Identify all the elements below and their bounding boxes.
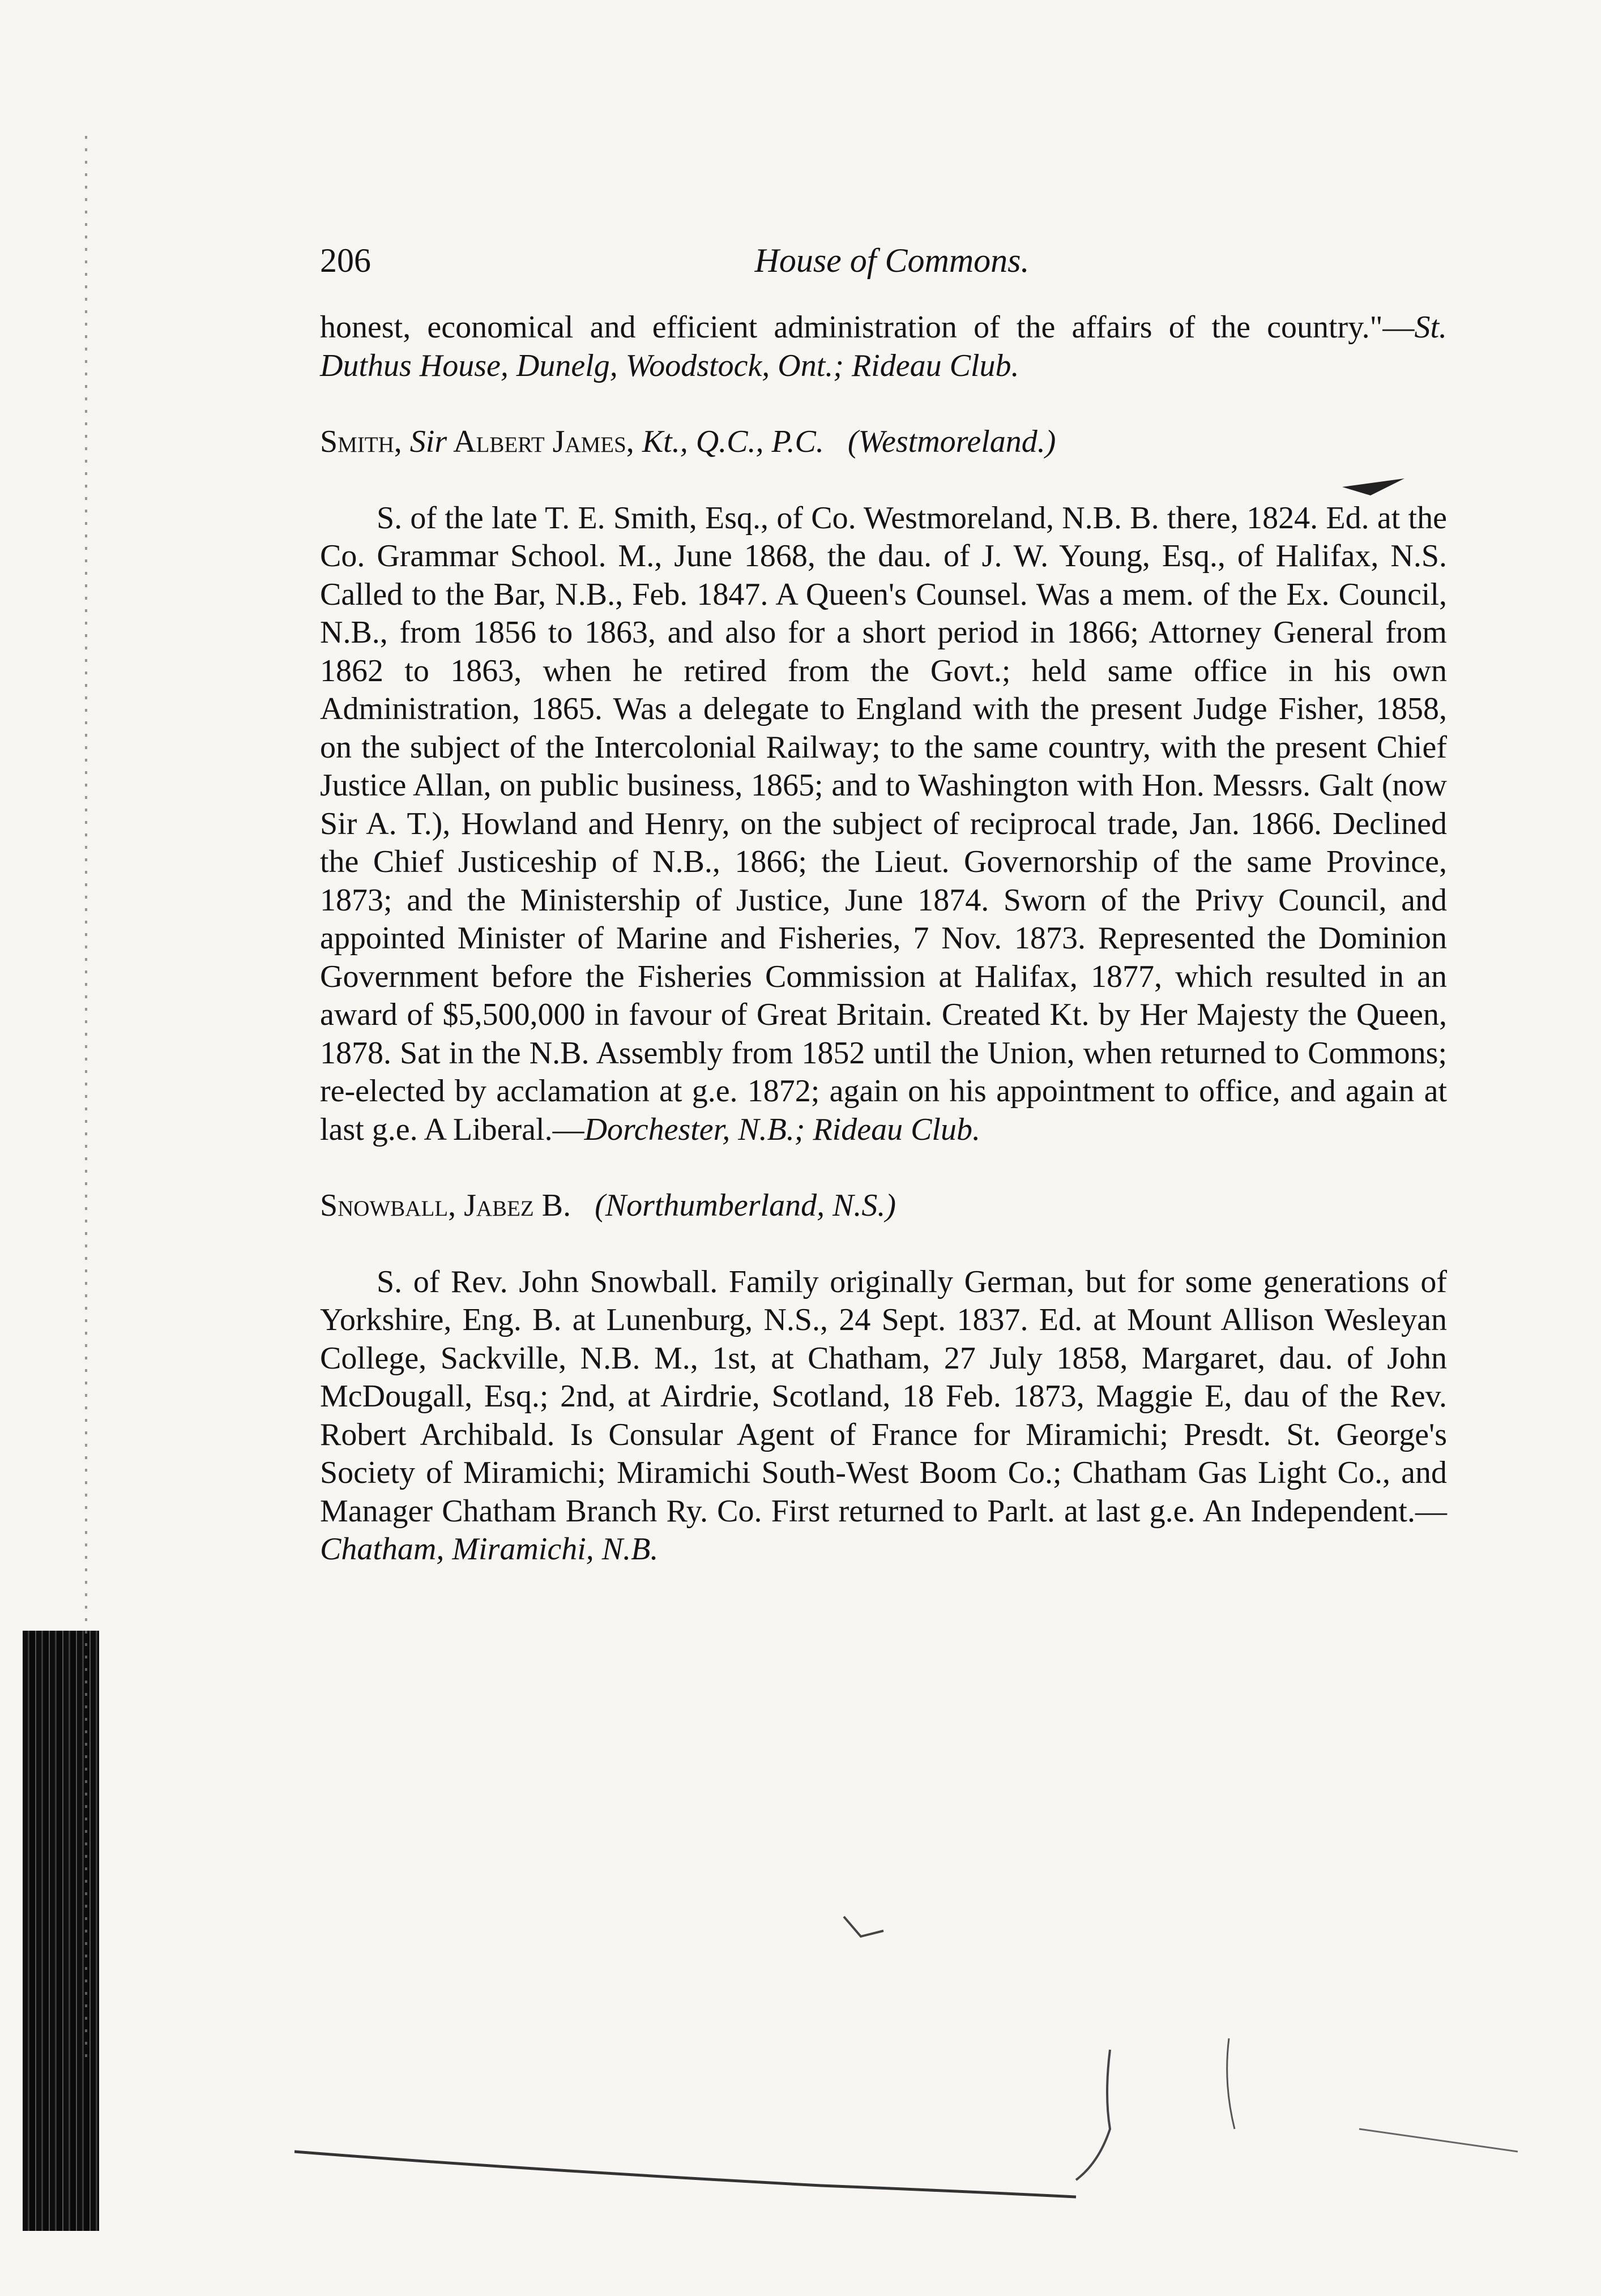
entry-address: Dorchester, N.B.; Rideau Club.: [584, 1111, 980, 1147]
body-text: [320, 309, 1447, 1569]
running-head: [320, 235, 1464, 286]
running-title: House of Commons.: [754, 242, 1030, 279]
pencil-stroke: [294, 2152, 1076, 2197]
entry-surname: Snowball,: [320, 1188, 456, 1223]
entry-constituency: (Westmoreland.): [847, 424, 1056, 459]
entry-bio: [320, 499, 1447, 1149]
entry-surname: Smith,: [320, 424, 402, 459]
book-page: [320, 0, 1464, 1982]
entry-given-name: Jabez B.: [464, 1188, 571, 1223]
entry-constituency: (Northumberland, N.S.): [595, 1188, 896, 1223]
entry-heading: [320, 423, 1447, 461]
continuation-address: St. Duthus House, Dunelg, Woodstock, Ont.; Rideau Club.: [320, 310, 1447, 383]
page-number: 206: [320, 242, 371, 279]
pencil-stroke: [1359, 2129, 1518, 2152]
pencil-stroke: [1076, 2050, 1110, 2180]
continuation-paragraph: [320, 309, 1447, 385]
entry-address: Chatham, Miramichi, N.B.: [320, 1532, 659, 1567]
entry-bio: [320, 1263, 1447, 1569]
continuation-text: honest, economical and efficient administration of the affairs of the country."—: [320, 310, 1415, 345]
entry-heading: [320, 1187, 1447, 1225]
entry-titles: Kt., Q.C., P.C.: [642, 424, 824, 459]
entry-bio-text: S. of the late T. E. Smith, Esq., of Co. Westmoreland, N.B. B. there, 1824. Ed. at the Co. Grammar School. M., June 1868, the dau. of J. W. Young, Esq., of Halifax, N.S. Called to the Bar, N.B., Feb. 1847. A Queen's Counsel. Was a mem. of the Ex. Council, N.B., from 1856 to 1863, and also for a short period in 1866; Attorney General from 1862 to 1863, when he retired from the Govt.; held same office in his own Administration, 1865. Was a delegate to England with the present Judge Fisher, 1858, on the subject of the Intercolonial Railway; to the same country, with the present Chief Justice Allan, on public business, 1865; and to Washington with Hon. Messrs. Galt (now Sir A. T.), Howland and Henry, on the subject of reciprocal trade, Jan. 1866. Declined the Chief Justiceship of N.B., 1866; the Lieut. Governorship of the same Province, 1873; and the Ministership of Justice, June 1874. Sworn of the Privy Council, and appointed Minister of Marine and Fisheries, 7 Nov. 1873. Represented the Dominion Government before the Fisheries Commission at Halifax, 1877, which resulted in an award of $5,500,000 in favour of Great Britain. Created Kt. by Her Majesty the Queen, 1878. Sat in the N.B. Assembly from 1852 until the Union, when returned to Commons; re-elected by acclamation at g.e. 1872; again on his appointment to office, and again at last g.e. A Liberal.—: [320, 500, 1447, 1147]
entry-given-name-title: Sir: [409, 424, 447, 459]
pencil-stroke: [1227, 2038, 1235, 2129]
entry-given-name: Albert James,: [447, 424, 634, 459]
entry-bio-text: S. of Rev. John Snowball. Family originally German, but for some generations of Yorkshire, Eng. B. at Lunenburg, N.S., 24 Sept. 1837. Ed. at Mount Allison Wesleyan College, Sackville, N.B. M., 1st, at Chatham, 27 July 1858, Margaret, dau. of John McDougall, Esq.; 2nd, at Airdrie, Scotland, 18 Feb. 1873, Maggie E, dau of the Rev. Robert Archibald. Is Consular Agent of France for Miramichi; Presdt. St. George's Society of Miramichi; Miramichi South-West Boom Co.; Chatham Gas Light Co., and Manager Chatham Branch Ry. Co. First returned to Parlt. at last g.e. An Independent.—: [320, 1264, 1447, 1529]
